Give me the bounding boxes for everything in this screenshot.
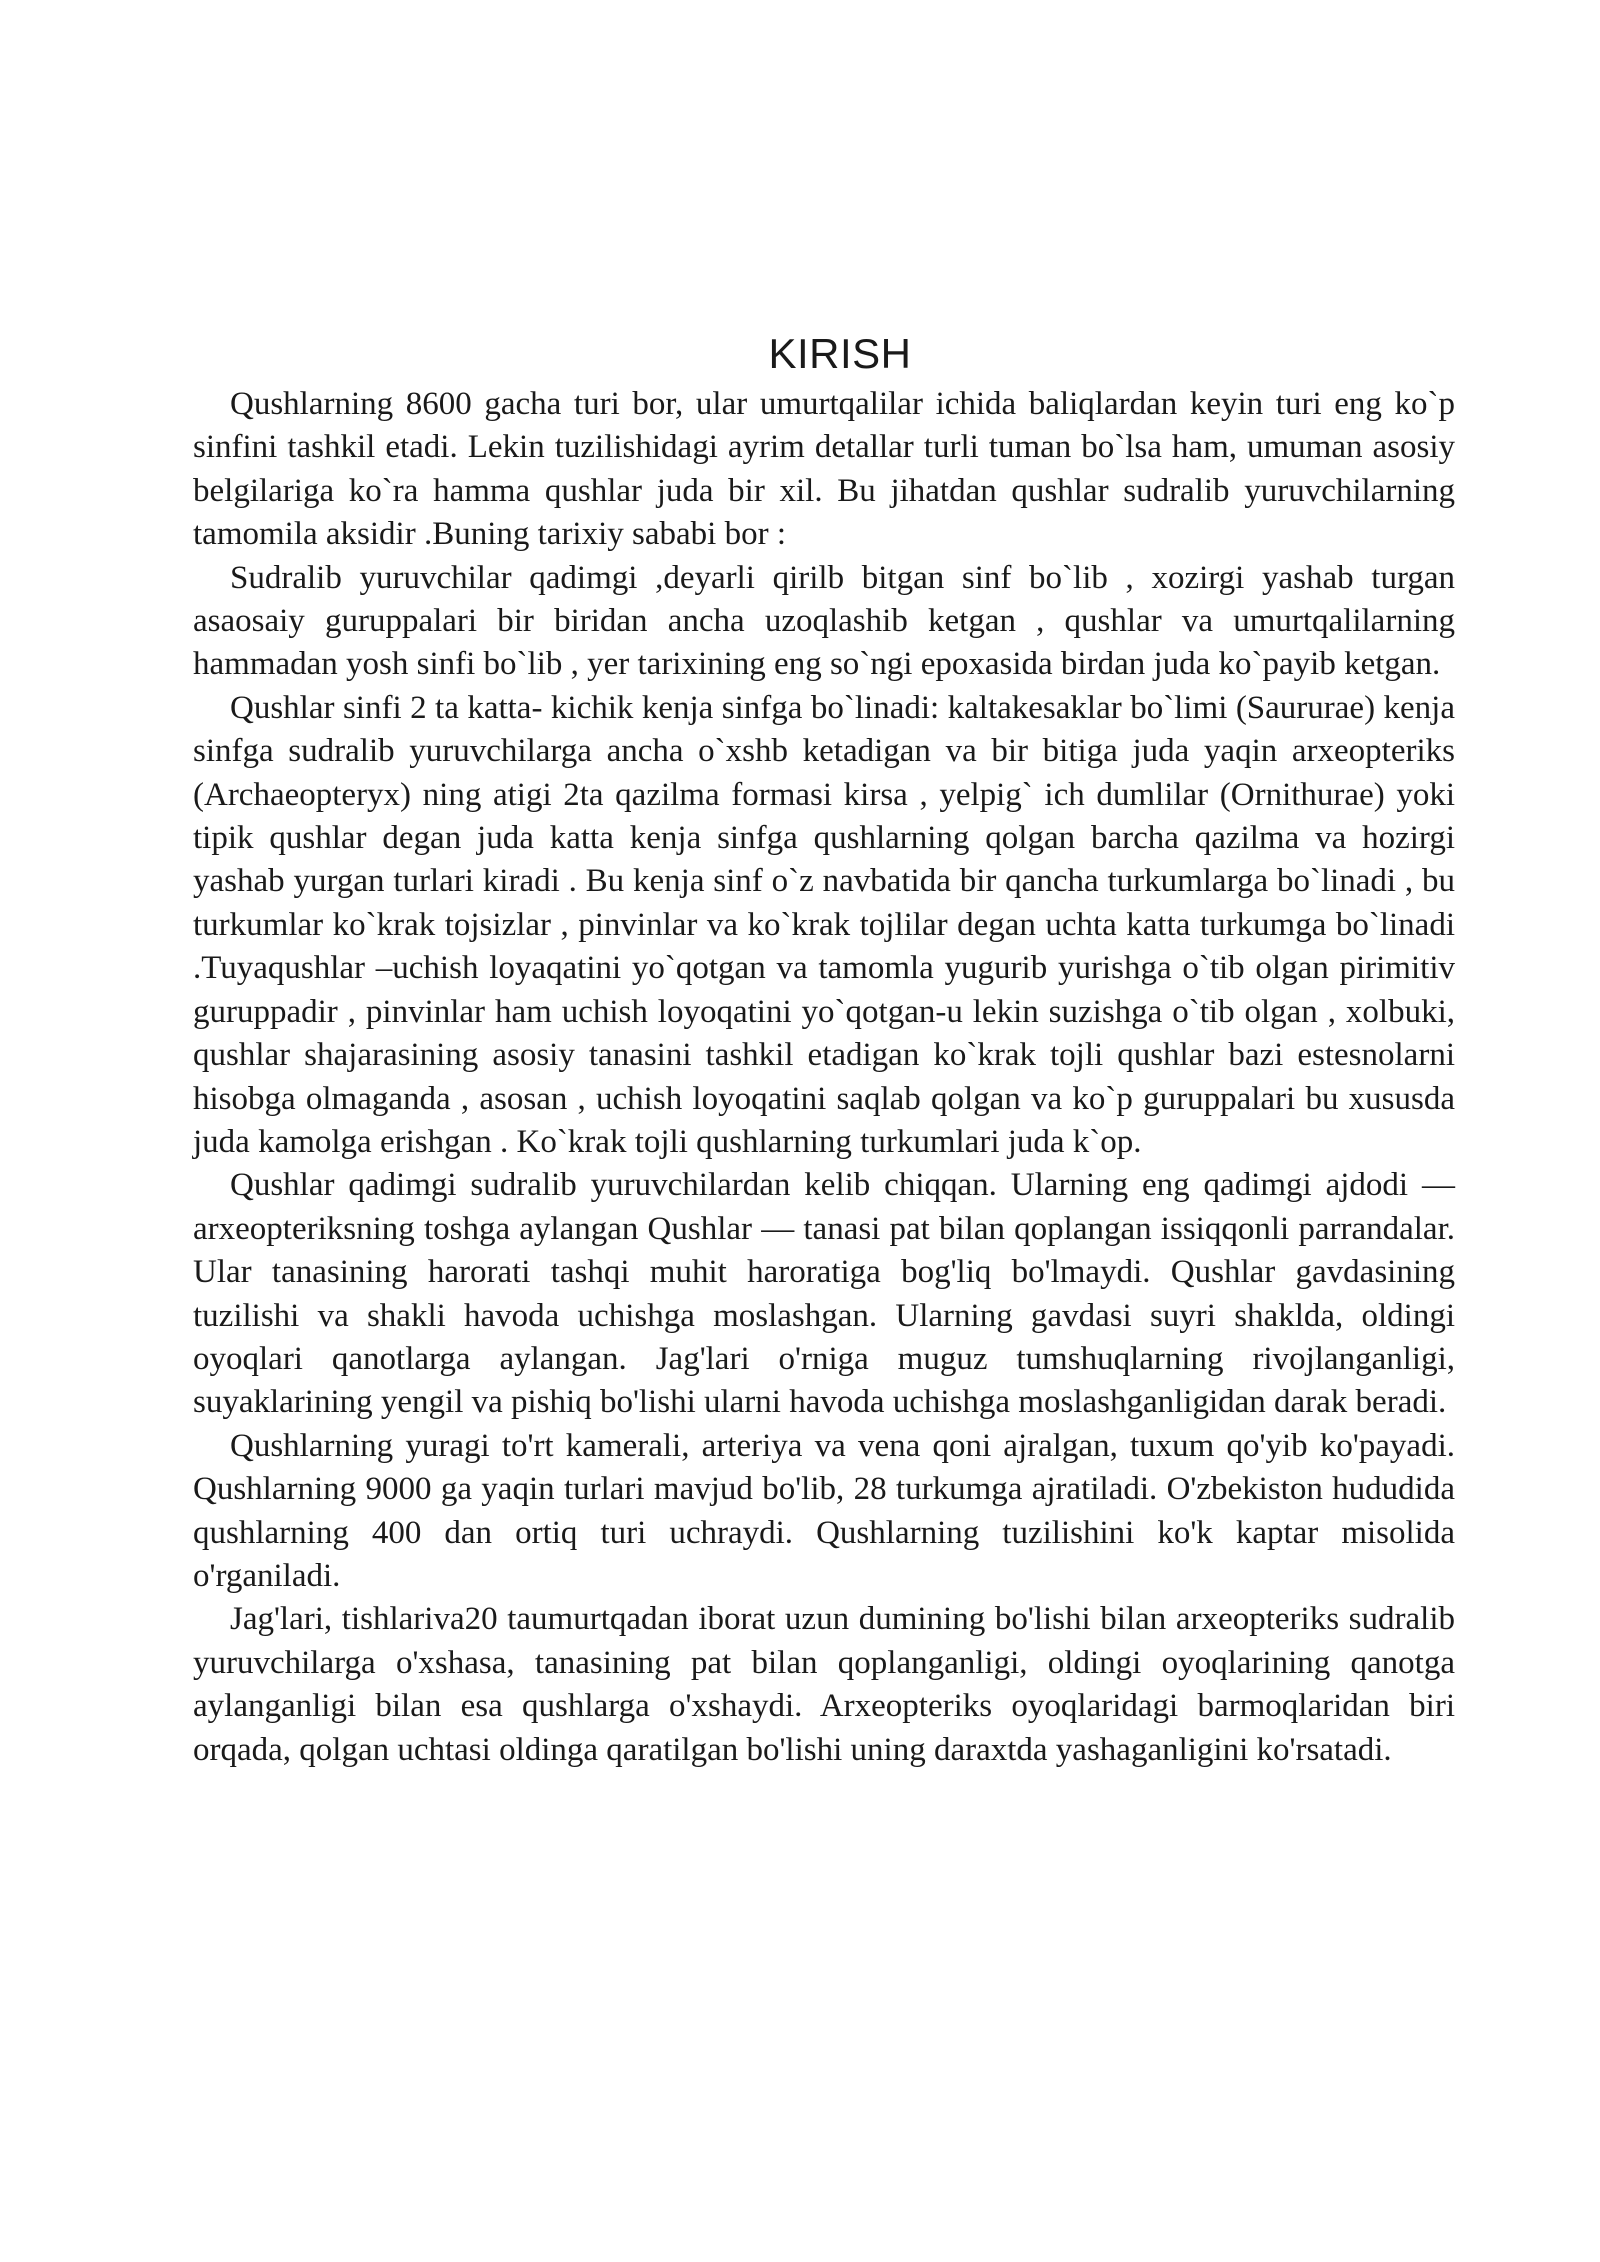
paragraph-reptiles: Sudralib yuruvchilar qadimgi ,deyarli qirilb bitgan sinf bo`lib , xozirgi yashab turgan asaosaiy guruppalari bir biridan ancha uzoqlashib ketgan , qushlar va umurtqalilarning hammadan yosh sinfi bo`lib , yer tarixining eng so`ngi epoxasida birdan juda ko`payib ketgan. — [193, 559, 1455, 683]
paragraph-intro: Qushlarning 8600 gacha turi bor, ular umurtqalilar ichida baliqlardan keyin turi eng ko`p sinfini tashkil etadi. Lekin tuzilishidagi ayrim detallar turli tuman bo`lsa ham, umuman asosiy belgilariga ko`ra hamma qushlar juda bir xil. Bu jihatdan qushlar sudralib yuruvchilarning tamomila aksidir .Buning tarixiy sababi bor : — [193, 386, 1455, 553]
paragraph-heart: Qushlarning yuragi to'rt kamerali, arteriya va vena qoni ajralgan, tuxum qo'yib ko'payadi. Qushlarning 9000 ga yaqin turlari mavjud bo'lib, 28 turkumga ajratiladi. O'zbekiston hududida qushlarning 400 dan ortiq turi uchraydi. Qushlarning tuzilishini ko'k kaptar misolida o'rganiladi. — [193, 1427, 1455, 1594]
paragraph-origin: Qushlar qadimgi sudralib yuruvchilardan kelib chiqqan. Ularning eng qadimgi ajdodi — arxeopteriksning toshga aylangan Qushlar — tanasi pat bilan qoplangan issiqqonli parrandalar. Ular tanasining harorati tashqi muhit haroratiga bog'liq bo'lmaydi. Qushlar gavdasining tuzilishi va shakli havoda uchishga moslashgan. Ularning gavdasi suyri shaklda, oldingi oyoqlari qanotlarga aylangan. Jag'lari o'rniga muguz tumshuqlarning rivojlanganligi, suyaklarining yengil va pishiq bo'lishi ularni havoda uchishga moslashganligidan darak beradi. — [193, 1167, 1455, 1421]
paragraph-archaeopteryx: Jag'lari, tishlariva20 taumurtqadan iborat uzun dumining bo'lishi bilan arxeopteriks sudralib yuruvchilarga o'xshasa, tanasining pat bilan qoplanganligi, oldingi oyoqlarining qanotga aylanganligi bilan esa qushlarga o'xshaydi. Arxeopteriks oyoqlaridagi barmoqlaridan biri orqada, qolgan uchtasi oldinga qaratilgan bo'lishi uning daraxtda yashaganligini ko'rsatadi. — [193, 1601, 1455, 1768]
document-body — [193, 383, 1455, 1772]
page-title: KIRISH — [768, 330, 912, 377]
paragraph-subclasses: Qushlar sinfi 2 ta katta- kichik kenja sinfga bo`linadi: kaltakesaklar bo`limi (Saururae) kenja sinfga sudralib yuruvchilarga ancha o`xshb ketadigan va bir bitiga juda yaqin arxeopteriks (Archaeopteryx) ning atigi 2ta qazilma formasi kirsa , yelpig` ich dumlilar (Ornithurae) yoki tipik qushlar degan juda katta kenja sinfga qushlarning qolgan barcha qazilma va hozirgi yashab yurgan turlari kiradi . Bu kenja sinf o`z navbatida bir qancha turkumlarga bo`linadi , bu turkumlar ko`krak tojsizlar , pinvinlar va ko`krak tojlilar degan uchta katta turkumga bo`linadi .Tuyaqushlar –uchish loyaqatini yo`qotgan va tamomla yugurib yurishga o`tib olgan pirimitiv guruppadir , pinvinlar ham uchish loyoqatini yo`qotgan-u lekin suzishga o`tib olgan , xolbuki, qushlar shajarasining asosiy tanasini tashkil etadigan ko`krak tojli qushlar bazi estesnolarni hisobga olmaganda , asosan , uchish loyoqatini saqlab qolgan va ko`p guruppalari bu xususda juda kamolga erishgan . Ko`krak tojli qushlarning turkumlari juda k`op. — [193, 689, 1455, 1160]
